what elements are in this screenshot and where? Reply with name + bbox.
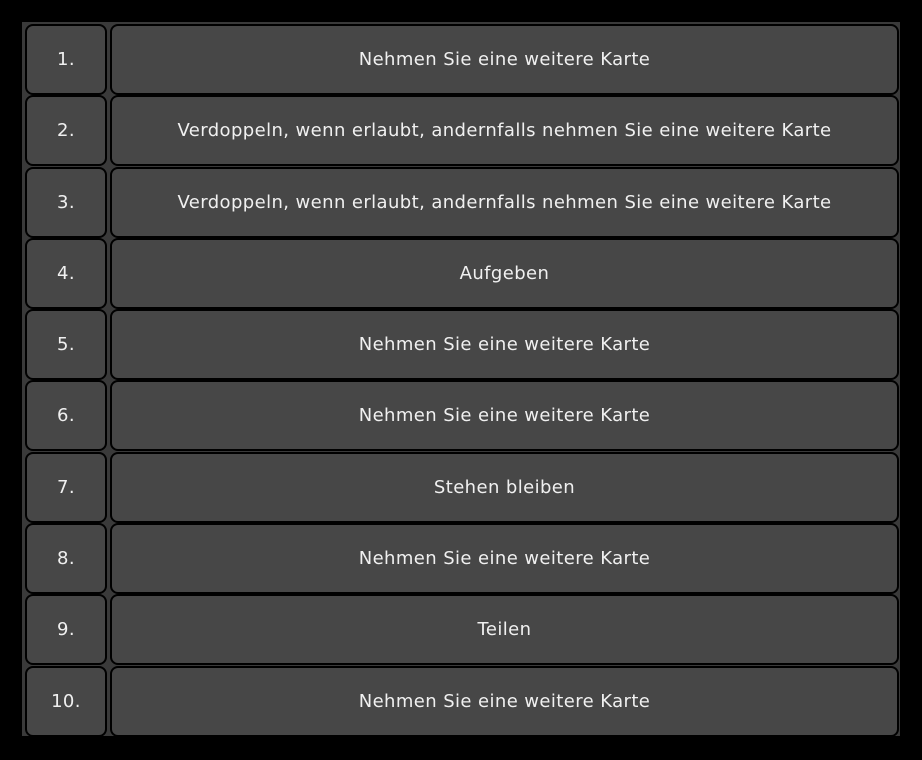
option-row xyxy=(25,380,899,451)
options-list xyxy=(25,24,899,737)
option-number: 4. xyxy=(25,238,107,309)
option-action-button[interactable]: Verdoppeln, wenn erlaubt, andernfalls nehmen Sie eine weitere Karte xyxy=(110,95,899,166)
option-row xyxy=(25,452,899,523)
option-row xyxy=(25,24,899,95)
option-row xyxy=(25,95,899,166)
option-action-button[interactable]: Nehmen Sie eine weitere Karte xyxy=(110,523,899,594)
option-number: 1. xyxy=(25,24,107,95)
option-action-button[interactable]: Nehmen Sie eine weitere Karte xyxy=(110,24,899,95)
option-action-button[interactable]: Nehmen Sie eine weitere Karte xyxy=(110,309,899,380)
option-number: 2. xyxy=(25,95,107,166)
option-action-button[interactable]: Nehmen Sie eine weitere Karte xyxy=(110,380,899,451)
option-number: 3. xyxy=(25,167,107,238)
option-row xyxy=(25,666,899,737)
option-action-button[interactable]: Nehmen Sie eine weitere Karte xyxy=(110,666,899,737)
option-row xyxy=(25,309,899,380)
option-row xyxy=(25,523,899,594)
option-number: 10. xyxy=(25,666,107,737)
option-number: 7. xyxy=(25,452,107,523)
option-number: 5. xyxy=(25,309,107,380)
option-number: 6. xyxy=(25,380,107,451)
option-row xyxy=(25,238,899,309)
option-action-button[interactable]: Stehen bleiben xyxy=(110,452,899,523)
option-number: 9. xyxy=(25,594,107,665)
options-panel xyxy=(22,22,900,736)
option-action-button[interactable]: Teilen xyxy=(110,594,899,665)
option-row xyxy=(25,167,899,238)
option-action-button[interactable]: Aufgeben xyxy=(110,238,899,309)
option-number: 8. xyxy=(25,523,107,594)
option-row xyxy=(25,594,899,665)
option-action-button[interactable]: Verdoppeln, wenn erlaubt, andernfalls nehmen Sie eine weitere Karte xyxy=(110,167,899,238)
